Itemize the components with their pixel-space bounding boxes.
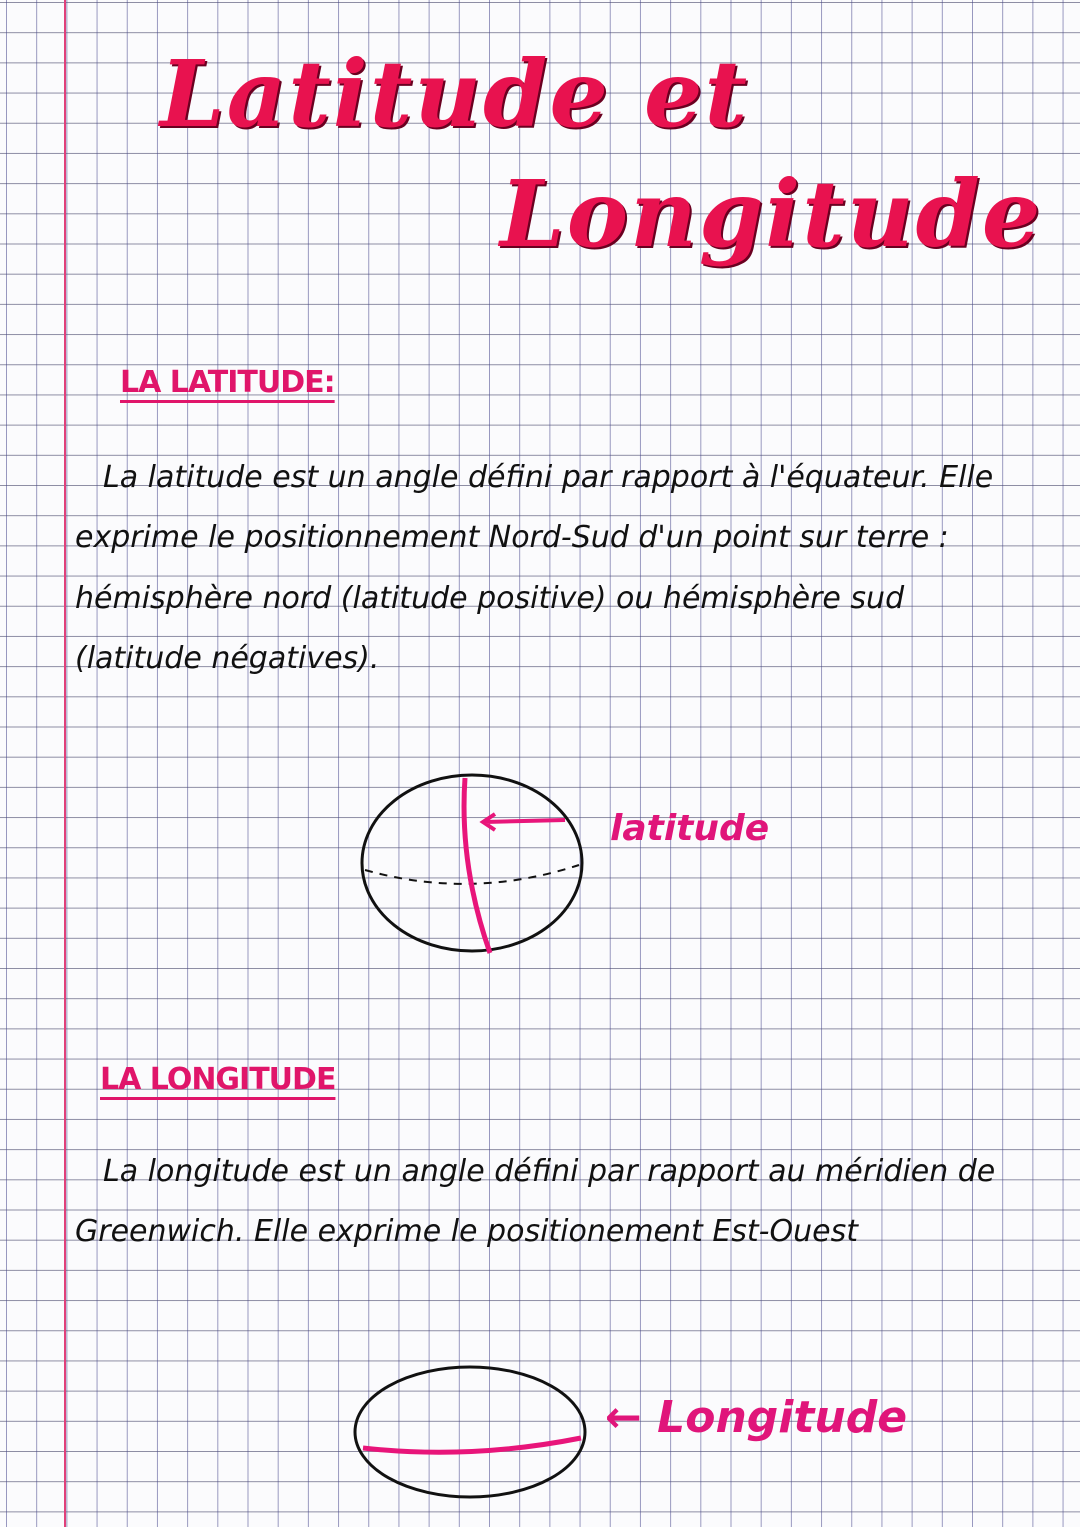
title-line-1: Latitude et (160, 40, 750, 148)
latitude-globe-diagram (355, 770, 595, 960)
latitude-label: latitude (610, 808, 770, 849)
longitude-text: La longitude est un angle défini par rapport au méridien de Greenwich. Elle exprime le positionement Est-Ouest (75, 1154, 996, 1250)
longitude-label: ← Longitude (605, 1392, 908, 1443)
longitude-heading: LA LONGITUDE (100, 1062, 336, 1097)
margin-line (64, 0, 66, 1527)
longitude-globe-diagram (345, 1360, 595, 1505)
title-line-2: Longitude (500, 160, 1043, 268)
latitude-heading: LA LATITUDE: (120, 365, 335, 400)
latitude-text: La latitude est un angle défini par rapport à l'équateur. Elle exprime le positionnement Nord-Sud d'un point sur terre : hémisphère nord (latitude positive) ou hémisphère sud (latitude négatives). (75, 460, 994, 677)
